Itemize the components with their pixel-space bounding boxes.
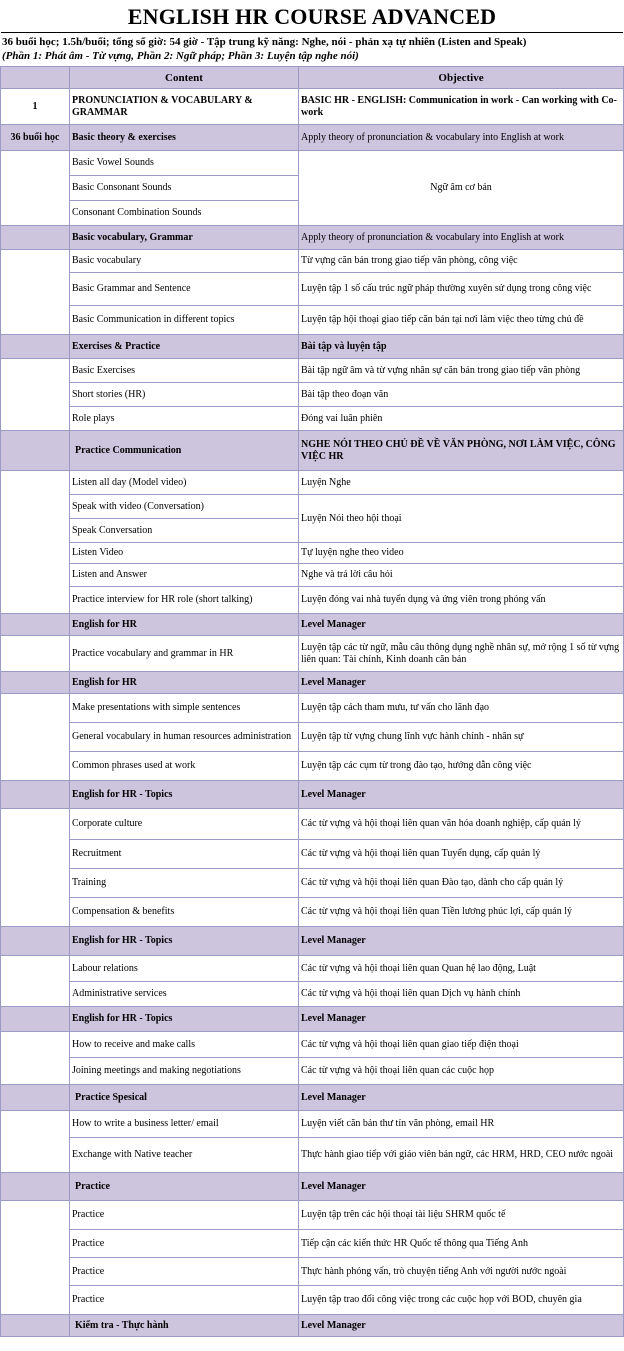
row-content: Basic Consonant Sounds — [70, 176, 299, 201]
section-row — [1, 672, 624, 694]
empty-cell — [1, 335, 70, 359]
row-objective: Tiếp cận các kiến thức HR Quốc tế thông qua Tiếng Anh — [299, 1230, 624, 1258]
row-content: Listen and Answer — [70, 564, 299, 587]
row-content: Consonant Combination Sounds — [70, 201, 299, 226]
table-row — [1, 359, 624, 383]
session-count: 36 buổi học — [1, 125, 70, 151]
row-objective: Luyện tập các từ ngữ, mẫu câu thông dụng nghề nhân sự, mở rộng 1 số từ vựng liên quan: Tài chính, Kinh doanh căn bản — [299, 636, 624, 672]
section-content: English for HR - Topics — [70, 781, 299, 809]
row-content: Practice vocabulary and grammar in HR — [70, 636, 299, 672]
row-objective: Nghe và trả lời câu hỏi — [299, 564, 624, 587]
section-objective: Level Manager — [299, 1173, 624, 1201]
row-content: How to write a business letter/ email — [70, 1111, 299, 1138]
table-row — [1, 471, 624, 495]
section-row — [1, 1315, 624, 1337]
module-content: PRONUNCIATION & VOCABULARY & GRAMMAR — [70, 89, 299, 125]
section-row — [1, 614, 624, 636]
empty-cell — [1, 956, 70, 1007]
section-row — [1, 1173, 624, 1201]
row-objective: Luyện tập các cụm từ trong đào tạo, hướng dẫn công việc — [299, 752, 624, 781]
row-content: Short stories (HR) — [70, 383, 299, 407]
row-objective: Luyện tập trao đổi công việc trong các cuộc họp với BOD, chuyên gia — [299, 1286, 624, 1315]
section-row — [1, 781, 624, 809]
table-row — [1, 1032, 624, 1058]
section-row — [1, 431, 624, 471]
document-title: ENGLISH HR COURSE ADVANCED — [127, 4, 497, 29]
empty-cell — [1, 927, 70, 956]
row-content: Joining meetings and making negotiations — [70, 1058, 299, 1085]
row-objective: Đóng vai luân phiên — [299, 407, 624, 431]
module-number: 1 — [1, 89, 70, 125]
section-row — [1, 1007, 624, 1032]
row-objective: Các từ vựng và hội thoại liên quan văn hóa doanh nghiệp, cấp quản lý — [299, 809, 624, 840]
row-content: Recruitment — [70, 840, 299, 869]
empty-cell — [1, 226, 70, 250]
row-objective: Thực hành phỏng vấn, trò chuyện tiếng Anh với người nước ngoài — [299, 1258, 624, 1286]
row-objective: Các từ vựng và hội thoại liên quan Quan hệ lao động, Luật — [299, 956, 624, 982]
section-row — [1, 335, 624, 359]
row-content: Training — [70, 869, 299, 898]
section-content: Practice — [70, 1173, 299, 1201]
row-content: Basic Communication in different topics — [70, 306, 299, 335]
empty-cell — [1, 781, 70, 809]
table-row — [1, 407, 624, 431]
empty-cell — [1, 672, 70, 694]
table-row — [1, 956, 624, 982]
row-content: Listen all day (Model video) — [70, 471, 299, 495]
table-row — [1, 383, 624, 407]
section-content: English for HR — [70, 614, 299, 636]
empty-cell — [1, 431, 70, 471]
table-row — [1, 1258, 624, 1286]
row-objective: Các từ vựng và hội thoại liên quan Đào tạo, dành cho cấp quản lý — [299, 869, 624, 898]
row-content: Corporate culture — [70, 809, 299, 840]
row-content: Basic Exercises — [70, 359, 299, 383]
empty-cell — [1, 1315, 70, 1337]
table-row — [1, 543, 624, 564]
row-content: Practice interview for HR role (short talking) — [70, 587, 299, 614]
row-content: General vocabulary in human resources administration — [70, 723, 299, 752]
course-table — [0, 66, 624, 1337]
module-objective: BASIC HR - ENGLISH: Communication in work - Can working with Co-work — [299, 89, 624, 125]
section-content: English for HR - Topics — [70, 927, 299, 956]
row-objective: Ngữ âm cơ bản — [299, 151, 624, 226]
row-objective: Các từ vựng và hội thoại liên quan Tuyển dụng, cấp quản lý — [299, 840, 624, 869]
row-objective: Luyện tập từ vựng chung lĩnh vực hành chính - nhân sự — [299, 723, 624, 752]
row-content: Compensation & benefits — [70, 898, 299, 927]
section-objective: Level Manager — [299, 672, 624, 694]
row-content: Practice — [70, 1201, 299, 1230]
section-content: Kiểm tra - Thực hành — [70, 1315, 299, 1337]
table-row — [1, 1138, 624, 1173]
section-content: Basic theory & exercises — [70, 125, 299, 151]
course-parts: (Phần 1: Phát âm - Từ vựng, Phần 2: Ngữ pháp; Phần 3: Luyện tập nghe nói) — [2, 50, 359, 62]
table-row — [1, 587, 624, 614]
section-objective: Bài tập và luyện tập — [299, 335, 624, 359]
section-objective: Level Manager — [299, 1085, 624, 1111]
section-row — [1, 1085, 624, 1111]
section-content: Exercises & Practice — [70, 335, 299, 359]
row-objective: Luyện tập cách tham mưu, tư vấn cho lãnh đạo — [299, 694, 624, 723]
table-row — [1, 306, 624, 335]
row-content: Common phrases used at work — [70, 752, 299, 781]
table-row — [1, 898, 624, 927]
row-objective: Luyện tập trên các hội thoại tài liệu SHRM quốc tế — [299, 1201, 624, 1230]
row-content: Practice — [70, 1286, 299, 1315]
section-objective: Apply theory of pronunciation & vocabulary into English at work — [299, 226, 624, 250]
section-row — [1, 125, 624, 151]
row-content: Role plays — [70, 407, 299, 431]
table-row — [1, 564, 624, 587]
row-objective: Từ vựng căn bản trong giao tiếp văn phòng, công việc — [299, 250, 624, 273]
row-content: How to receive and make calls — [70, 1032, 299, 1058]
empty-cell — [1, 1032, 70, 1085]
section-content: Practice Spesical — [70, 1085, 299, 1111]
row-objective: Các từ vựng và hội thoại liên quan giao tiếp điện thoại — [299, 1032, 624, 1058]
header-objective: Objective — [299, 67, 624, 89]
row-content: Practice — [70, 1230, 299, 1258]
table-row — [1, 1111, 624, 1138]
table-row — [1, 495, 624, 519]
empty-cell — [1, 614, 70, 636]
row-objective: Luyện viết căn bản thư tín văn phòng, email HR — [299, 1111, 624, 1138]
table-row — [1, 694, 624, 723]
table-row — [1, 250, 624, 273]
table-row — [1, 273, 624, 306]
section-content: English for HR — [70, 672, 299, 694]
empty-cell — [1, 471, 70, 614]
row-content: Speak with video (Conversation) — [70, 495, 299, 519]
row-objective: Các từ vựng và hội thoại liên quan Tiền lương phúc lợi, cấp quản lý — [299, 898, 624, 927]
row-content: Make presentations with simple sentences — [70, 694, 299, 723]
row-content: Exchange with Native teacher — [70, 1138, 299, 1173]
section-row — [1, 226, 624, 250]
header-content: Content — [70, 67, 299, 89]
row-content: Administrative services — [70, 982, 299, 1007]
section-content: English for HR - Topics — [70, 1007, 299, 1032]
empty-cell — [1, 694, 70, 781]
row-content: Basic vocabulary — [70, 250, 299, 273]
row-objective: Luyện đóng vai nhà tuyển dụng và ứng viên trong phỏng vấn — [299, 587, 624, 614]
row-content: Listen Video — [70, 543, 299, 564]
section-objective: Level Manager — [299, 927, 624, 956]
empty-cell — [1, 151, 70, 226]
row-content: Basic Vowel Sounds — [70, 151, 299, 176]
row-objective: Bài tập ngữ âm và từ vựng nhân sự căn bản trong giao tiếp văn phòng — [299, 359, 624, 383]
section-content: Basic vocabulary, Grammar — [70, 226, 299, 250]
table-row — [1, 636, 624, 672]
row-objective: Luyện tập hội thoại giao tiếp căn bản tại nơi làm việc theo từng chủ đề — [299, 306, 624, 335]
table-row — [1, 723, 624, 752]
row-objective: Bài tập theo đoạn văn — [299, 383, 624, 407]
section-objective: Level Manager — [299, 1315, 624, 1337]
empty-cell — [1, 250, 70, 335]
section-objective: Level Manager — [299, 781, 624, 809]
table-row — [1, 1058, 624, 1085]
table-row — [1, 869, 624, 898]
row-objective: Các từ vựng và hội thoại liên quan các cuộc họp — [299, 1058, 624, 1085]
row-objective: Luyện Nghe — [299, 471, 624, 495]
table-header — [1, 67, 624, 89]
section-row — [1, 927, 624, 956]
empty-cell — [1, 1085, 70, 1111]
row-content: Basic Grammar and Sentence — [70, 273, 299, 306]
table-row — [1, 809, 624, 840]
course-summary: 36 buổi học; 1.5h/buổi; tổng số giờ: 54 giờ - Tập trung kỹ năng: Nghe, nói - phản xạ tự nhiên (Listen and Speak) — [2, 36, 527, 48]
empty-cell — [1, 636, 70, 672]
table-row — [1, 1286, 624, 1315]
section-objective: Level Manager — [299, 1007, 624, 1032]
section-objective: Level Manager — [299, 614, 624, 636]
row-objective: Thực hành giao tiếp với giáo viên bản ngữ, các HRM, HRD, CEO nước ngoài — [299, 1138, 624, 1173]
empty-cell — [1, 1111, 70, 1173]
table-row — [1, 840, 624, 869]
empty-cell — [1, 1201, 70, 1315]
row-objective: Các từ vựng và hội thoại liên quan Dịch vụ hành chính — [299, 982, 624, 1007]
row-content: Practice — [70, 1258, 299, 1286]
row-objective: Luyện Nói theo hội thoại — [299, 495, 624, 543]
empty-cell — [1, 359, 70, 431]
empty-cell — [1, 809, 70, 927]
row-objective: Luyện tập 1 số cấu trúc ngữ pháp thường xuyên sử dụng trong công việc — [299, 273, 624, 306]
section-objective: Apply theory of pronunciation & vocabulary into English at work — [299, 125, 624, 151]
row-content: Labour relations — [70, 956, 299, 982]
row-objective: Tự luyện nghe theo video — [299, 543, 624, 564]
section-objective: NGHE NÓI THEO CHỦ ĐỀ VỀ VĂN PHÒNG, NƠI LÀM VIỆC, CÔNG VIỆC HR — [299, 431, 624, 471]
header-col1 — [1, 67, 70, 89]
row-content: Speak Conversation — [70, 519, 299, 543]
intro-row — [1, 89, 624, 125]
table-row — [1, 151, 624, 176]
empty-cell — [1, 1173, 70, 1201]
section-content: Practice Communication — [70, 431, 299, 471]
table-row — [1, 752, 624, 781]
table-row — [1, 1230, 624, 1258]
table-row — [1, 1201, 624, 1230]
table-row — [1, 982, 624, 1007]
empty-cell — [1, 1007, 70, 1032]
